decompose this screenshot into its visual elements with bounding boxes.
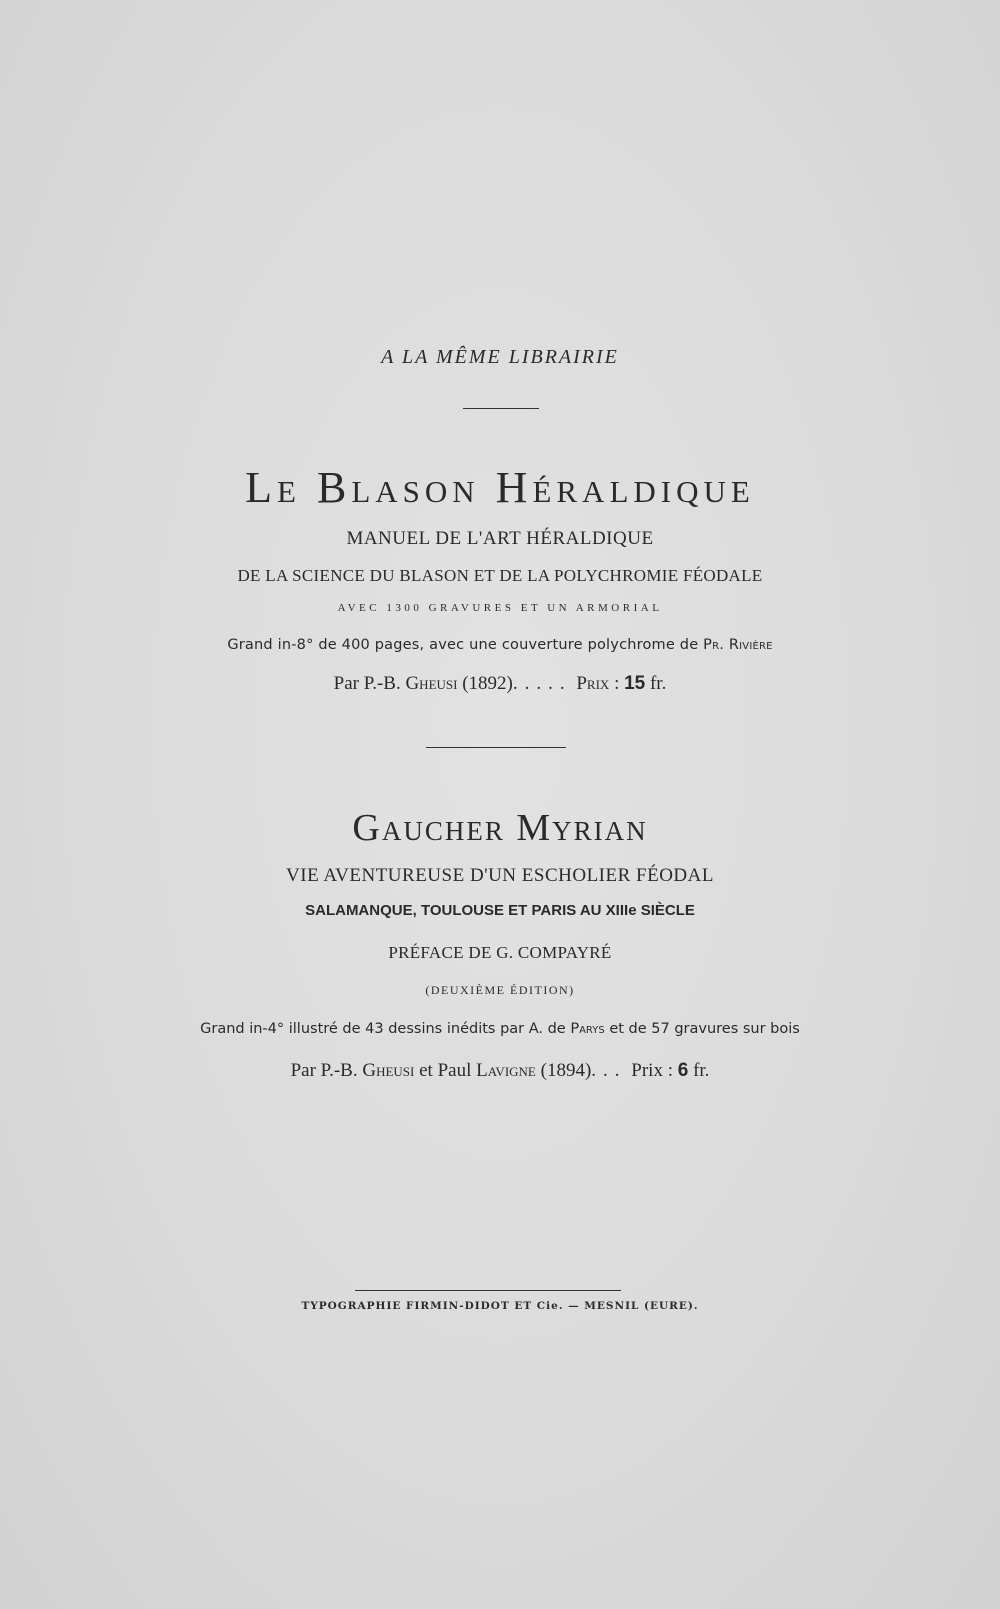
book1-subtitle-secondary: DE LA SCIENCE DU BLASON ET DE LA POLYCHROMIE FÉODALE [237, 566, 763, 585]
book2-edition: (DEUXIÈME ÉDITION) [425, 983, 575, 997]
book1-illustrations-note: AVEC 1300 GRAVURES ET UN ARMORIAL [337, 602, 663, 614]
book2-subtitle: VIE AVENTUREUSE D'UN ESCHOLIER FÉODAL [286, 865, 714, 886]
book2-and: et Paul [419, 1060, 472, 1081]
book2-price-line [0, 1060, 1000, 1082]
book1-cover-artist: Pr. Rivière [703, 637, 773, 653]
book2-price-unit: fr. [693, 1060, 710, 1081]
footer-rule [355, 1290, 621, 1291]
book1-subtitle: MANUEL DE L'ART HÉRALDIQUE [346, 528, 654, 549]
book1-leader-dots: ..... [512, 673, 572, 694]
book2-coauthor: Lavigne [476, 1060, 536, 1081]
book2-title: Gaucher Myrian [352, 807, 648, 849]
book1-price-value: 15 [624, 673, 646, 694]
book2-format [0, 1021, 1000, 1037]
book2-year: (1894) [540, 1060, 592, 1081]
book1-price-unit: fr. [649, 673, 667, 694]
book1-by: Par P.-B. [333, 673, 401, 694]
divider-rule [426, 747, 566, 748]
book1-author: Gheusi [405, 673, 458, 694]
book1-format [0, 637, 1000, 653]
book2-by: Par P.-B. [290, 1060, 358, 1081]
book2-setting: SALAMANQUE, TOULOUSE ET PARIS AU XIIIe SIÈCLE [305, 902, 695, 919]
book2-price-label: Prix : [631, 1060, 673, 1081]
book2-illustrator: Parys [570, 1021, 605, 1037]
printer-imprint: TYPOGRAPHIE FIRMIN-DIDOT ET Cie. — MESNIL (EURE). [301, 1300, 699, 1312]
header-text: A LA MÊME LIBRAIRIE [381, 346, 619, 368]
book2-author: Gheusi [362, 1060, 415, 1081]
book2-format-suffix: et de 57 gravures sur bois [609, 1021, 800, 1037]
book1-price-label: Prix : [576, 673, 620, 694]
book1-price-line [0, 673, 1000, 695]
book2-preface: PRÉFACE DE G. COMPAYRÉ [388, 943, 612, 962]
book1-format-text: Grand in-8° de 400 pages, avec une couverture polychrome de [227, 637, 699, 653]
book1-year: (1892) [462, 673, 513, 694]
divider-rule [463, 408, 539, 409]
book2-price-value: 6 [677, 1060, 689, 1081]
book1-title: Le Blason Héraldique [245, 463, 755, 512]
book2-format-text: Grand in-4° illustré de 43 dessins inédits par A. de [200, 1021, 566, 1037]
book2-leader-dots: ... [591, 1060, 627, 1081]
